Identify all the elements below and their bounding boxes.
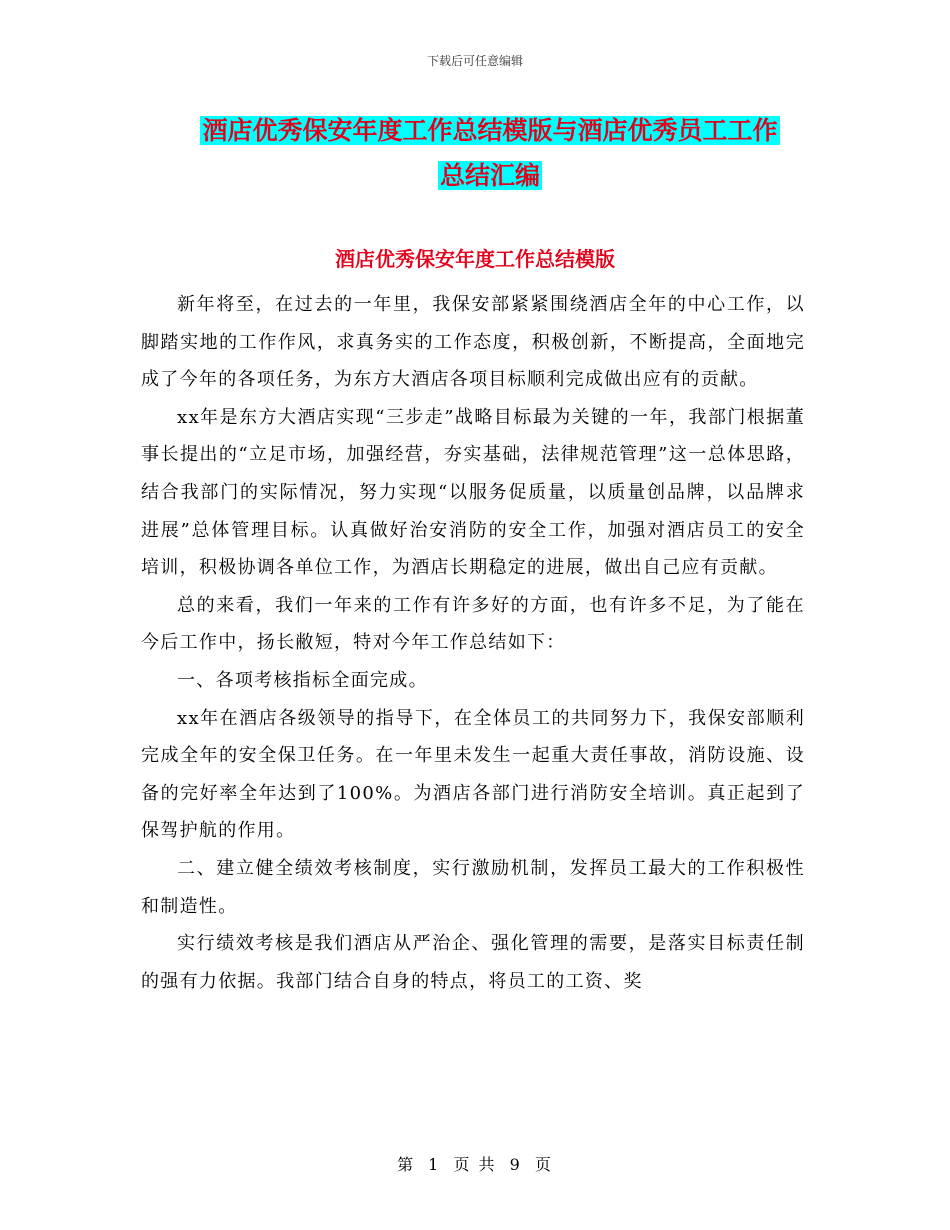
footer-total-pages: 9: [509, 1155, 522, 1174]
footer-current-page: 1: [428, 1155, 441, 1174]
paragraph-5: xx年在酒店各级领导的指导下，在全体员工的共同努力下，我保安部顺利完成全年的安全保卫任务。在一年里未发生一起重大责任事故，消防设施、设备的完好率全年达到了100%。为酒店各部门进行消防安全培训。真正起到了保驾护航的作用。: [141, 707, 805, 842]
footer-label-pages: 页: [534, 1155, 553, 1174]
footer-label-page: 第: [397, 1155, 416, 1174]
paragraph-7: 实行绩效考核是我们酒店从严治企、强化管理的需要，是落实目标责任制的强有力依据。我部门结合自身的特点，将员工的工资、奖: [141, 933, 805, 992]
paragraph-2: xx年是东方大酒店实现“三步走”战略目标最为关键的一年，我部门根据董事长提出的“立足市场，加强经营，夯实基础，法律规范管理”这一总体思路，结合我部门的实际情况，努力实现“以服务促质量，以质量创品牌，以品牌求进展”总体管理目标。认真做好治安消防的安全工作，加强对酒店员工的安全培训，积极协调各单位工作，为酒店长期稳定的进展，做出自己应有贡献。: [141, 406, 805, 579]
section-title: 酒店优秀保安年度工作总结模版: [335, 247, 615, 271]
header-note: 下载后可任意编辑: [426, 54, 523, 68]
paragraph-3: 总的来看，我们一年来的工作有许多好的方面，也有许多不足，为了能在今后工作中，扬长敝短，特对今年工作总结如下：: [141, 594, 805, 654]
document-title: [140, 108, 840, 198]
document-title-line-2: 总结汇编: [439, 161, 540, 190]
paragraph-1: 新年将至，在过去的一年里，我保安部紧紧围绕酒店全年的中心工作，以脚踏实地的工作作风，求真务实的工作态度，积极创新，不断提高，全面地完成了今年的各项任务，为东方大酒店各项目标顺利完成做出应有的贡献。: [141, 294, 805, 391]
footer-label-of: 页 共: [453, 1155, 497, 1174]
document-title-line-1: 酒店优秀保安年度工作总结模版与酒店优秀员工工作: [202, 116, 778, 145]
page-footer: [0, 1155, 950, 1175]
paragraph-6: 二、建立健全绩效考核制度，实行激励机制，发挥员工最大的工作积极性和制造性。: [141, 857, 805, 917]
document-body: [141, 286, 805, 1000]
paragraph-4: 一、各项考核指标全面完成。: [177, 669, 428, 691]
